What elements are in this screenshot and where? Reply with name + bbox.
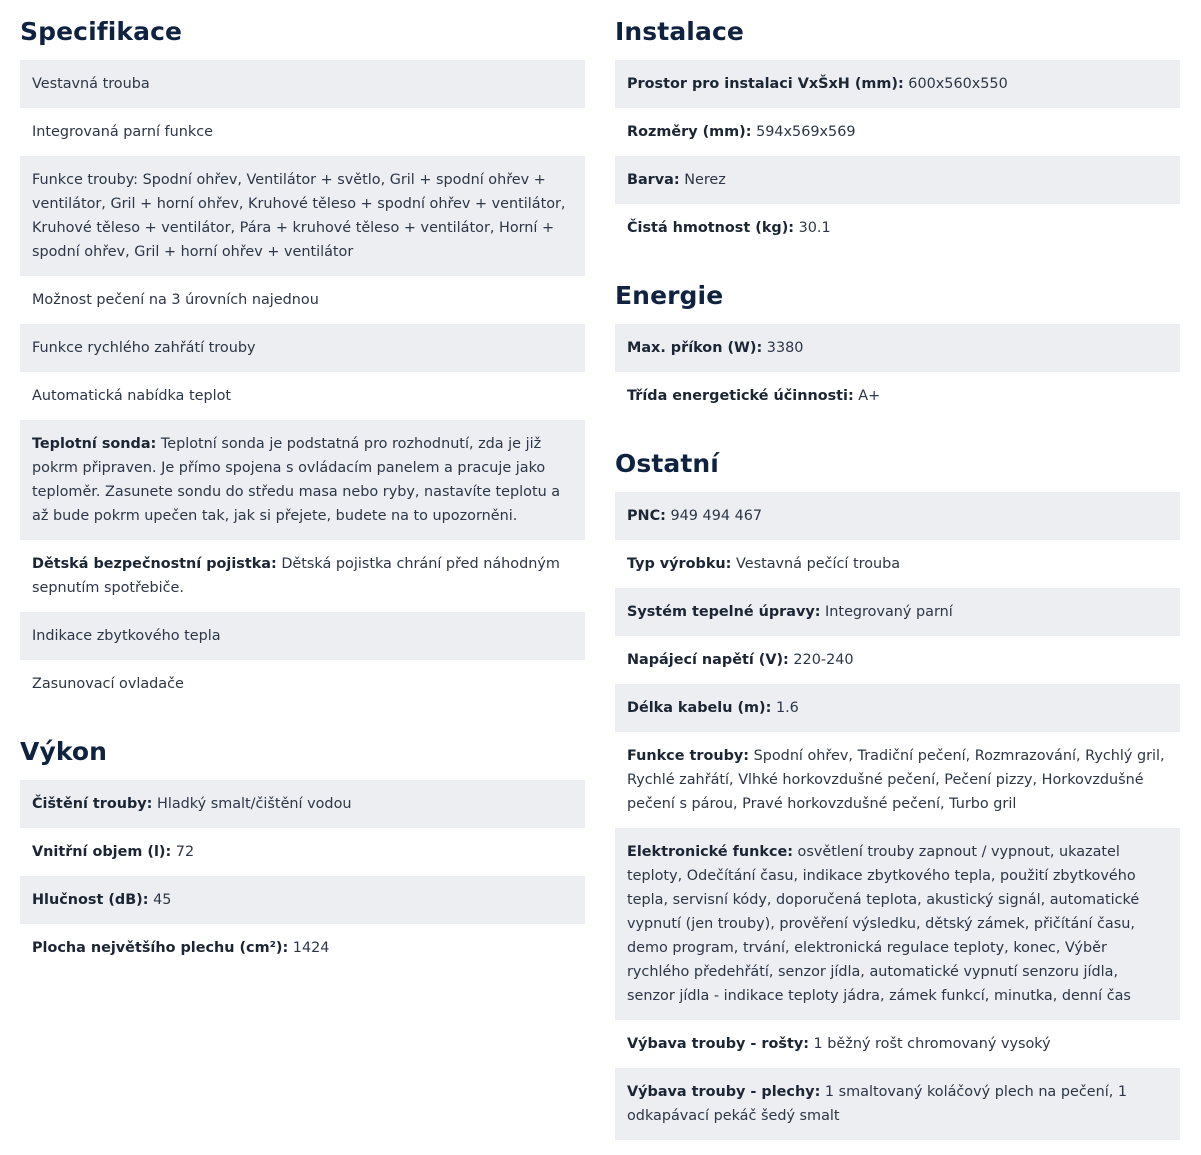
spec-row-label: Výbava trouby - rošty: [627, 1036, 809, 1052]
spec-row-value: Funkce trouby: Spodní ohřev, Ventilátor + světlo, Gril + spodní ohřev + ventilátor, Gril + horní ohřev, Kruhové těleso + spodní ohřev + ventilátor, Kruhové těleso + ventilátor, Pára + kruhové těleso + ventilátor, Horní + spodní ohřev, Gril + horní ohřev + ventilátor [32, 172, 566, 260]
spec-row [20, 108, 585, 156]
spec-row-value: A+ [853, 388, 881, 404]
spec-row-value: 949 494 467 [665, 508, 763, 524]
spec-row-label: Hlučnost (dB): [32, 892, 149, 908]
section-title: Instalace [615, 17, 744, 46]
spec-row-value: Hladký smalt/čištění vodou [152, 796, 352, 812]
spec-row [20, 660, 585, 708]
spec-row-value: Spodní ohřev, Tradiční pečení, Rozmrazování, Rychlý gril, Rychlé zahřátí, Vlhké horkovzdušné pečení, Pečení pizzy, Horkovzdušné pečení s párou, Pravé horkovzdušné pečení, Turbo gril [627, 748, 1165, 812]
spec-row-label: Rozměry (mm): [627, 124, 752, 140]
spec-row-label: Napájecí napětí (V): [627, 652, 789, 668]
spec-row-label: Typ výrobku: [627, 556, 732, 572]
spec-row-value: Integrovaný parní [820, 604, 953, 620]
spec-row [20, 372, 585, 420]
spec-row-label: Dětská bezpečnostní pojistka: [32, 556, 277, 572]
spec-list [20, 780, 585, 972]
spec-row [615, 60, 1180, 108]
section-vykon [20, 720, 585, 972]
section-title: Výkon [20, 737, 108, 766]
spec-row [20, 420, 585, 540]
spec-row-value: Nerez [679, 172, 726, 188]
spec-row [20, 828, 585, 876]
spec-row-value: Indikace zbytkového tepla [32, 628, 221, 644]
spec-row [20, 612, 585, 660]
section-title: Ostatní [615, 449, 719, 478]
spec-row [615, 156, 1180, 204]
spec-row-label: Délka kabelu (m): [627, 700, 772, 716]
section-title: Energie [615, 281, 724, 310]
spec-row [615, 204, 1180, 252]
spec-row [615, 1020, 1180, 1068]
spec-row-label: Třída energetické účinnosti: [627, 388, 854, 404]
spec-row [615, 828, 1180, 1020]
section-energie [615, 264, 1180, 420]
spec-row-label: Čistá hmotnost (kg): [627, 220, 795, 236]
spec-row-value: Možnost pečení na 3 úrovních najednou [32, 292, 319, 308]
spec-row [615, 588, 1180, 636]
spec-row [615, 540, 1180, 588]
spec-row [20, 924, 585, 972]
spec-row [20, 540, 585, 612]
spec-list [20, 60, 585, 708]
section-title: Specifikace [20, 17, 183, 46]
section-ostatni [615, 432, 1180, 1140]
spec-row-value: 1424 [288, 940, 330, 956]
spec-row-label: Plocha největšího plechu (cm²): [32, 940, 289, 956]
spec-row-value: 30.1 [794, 220, 831, 236]
spec-row [20, 780, 585, 828]
section-instalace [615, 0, 1180, 252]
spec-row-label: Vnitřní objem (l): [32, 844, 172, 860]
spec-row-value: 600x560x550 [903, 76, 1008, 92]
spec-row-label: Prostor pro instalaci VxŠxH (mm): [627, 76, 904, 92]
spec-row-value: Teplotní sonda je podstatná pro rozhodnutí, zda je již pokrm připraven. Je přímo spojena s ovládacím panelem a pracuje jako teploměr. Zasunete sondu do středu masa nebo ryby, nastavíte teplotu a až bude pokrm upečen tak, jak si přejete, budete na to upozorněni. [32, 436, 561, 524]
spec-row [615, 324, 1180, 372]
spec-list [615, 492, 1180, 1140]
spec-row-value: 594x569x569 [751, 124, 856, 140]
spec-row-label: Barva: [627, 172, 680, 188]
spec-row [20, 156, 585, 276]
spec-row [20, 60, 585, 108]
spec-row [615, 1068, 1180, 1140]
spec-row [20, 876, 585, 924]
spec-row-value: 1 běžný rošt chromovaný vysoký [808, 1036, 1051, 1052]
spec-row-label: Funkce trouby: [627, 748, 750, 764]
spec-row-value: Vestavná trouba [32, 76, 150, 92]
spec-row-label: Systém tepelné úpravy: [627, 604, 821, 620]
right-column [615, 0, 1180, 1140]
spec-row [615, 108, 1180, 156]
spec-row-value: 1.6 [771, 700, 799, 716]
spec-row-value: Funkce rychlého zahřátí trouby [32, 340, 256, 356]
left-column [20, 0, 585, 972]
spec-row-value: 45 [148, 892, 172, 908]
spec-row-label: Čištění trouby: [32, 796, 153, 812]
spec-row-value: 72 [171, 844, 195, 860]
spec-row [20, 276, 585, 324]
spec-row-value: Dětská pojistka chrání před náhodným sepnutím spotřebiče. [32, 556, 560, 596]
spec-row [615, 492, 1180, 540]
spec-row-value: 220-240 [788, 652, 854, 668]
spec-row-value: 3380 [762, 340, 804, 356]
spec-row-value: Vestavná pečící trouba [731, 556, 901, 572]
spec-row [615, 372, 1180, 420]
spec-row-label: Elektronické funkce: [627, 844, 793, 860]
spec-row-label: Max. příkon (W): [627, 340, 763, 356]
spec-list [615, 324, 1180, 420]
spec-row [20, 324, 585, 372]
spec-row [615, 732, 1180, 828]
spec-row-label: Výbava trouby - plechy: [627, 1084, 821, 1100]
section-specifikace [20, 0, 585, 708]
spec-row-label: PNC: [627, 508, 666, 524]
spec-row-value: Zasunovací ovladače [32, 676, 184, 692]
spec-row-value: Automatická nabídka teplot [32, 388, 232, 404]
spec-row-label: Teplotní sonda: [32, 436, 157, 452]
spec-row [615, 684, 1180, 732]
spec-list [615, 60, 1180, 252]
spec-row [615, 636, 1180, 684]
spec-row-value: osvětlení trouby zapnout / vypnout, ukazatel teploty, Odečítání času, indikace zbytkového tepla, použití zbytkového tepla, servisní kódy, doporučená teplota, akustický signál, automatické vypnutí (jen trouby), prověření výsledku, dětský zámek, přičítání času, demo program, trvání, elektronická regulace teploty, konec, Výběr rychlého předehřátí, senzor jídla, automatické vypnutí senzoru jídla, senzor jídla - indikace teploty jádra, zámek funkcí, minutka, denní čas [627, 844, 1140, 1004]
spec-row-value: Integrovaná parní funkce [32, 124, 213, 140]
spec-row-value: 1 smaltovaný koláčový plech na pečení, 1 odkapávací pekáč šedý smalt [627, 1084, 1128, 1124]
